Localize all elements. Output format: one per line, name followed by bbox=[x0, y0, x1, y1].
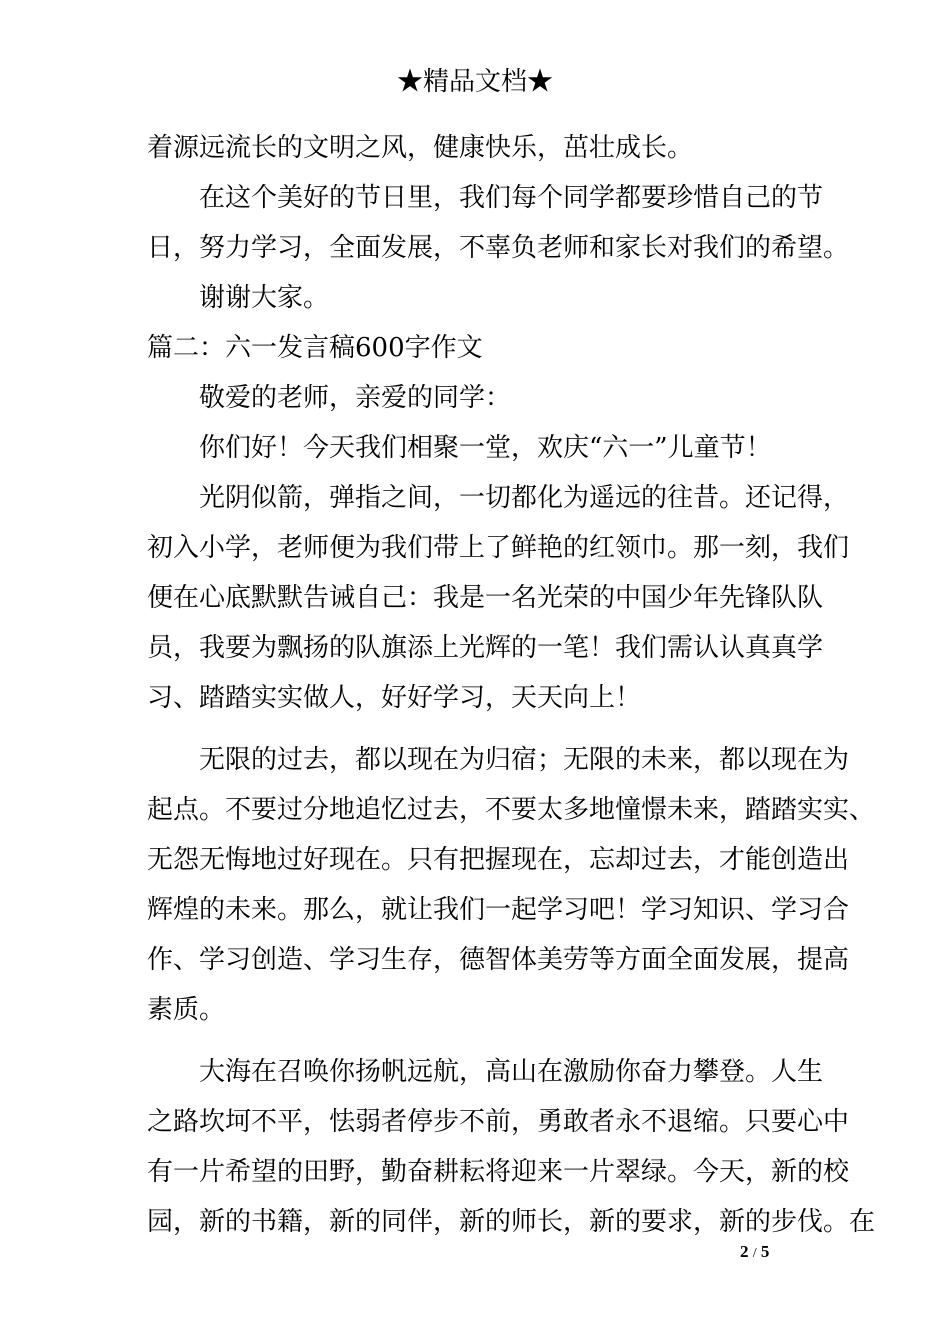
salutation: 敬爱的老师，亲爱的同学： bbox=[199, 383, 512, 413]
text-line: 初入小学，老师便为我们带上了鲜艳的红领巾。那一刻，我们 bbox=[147, 533, 850, 563]
current-page: 2 bbox=[740, 1242, 749, 1261]
total-pages: 5 bbox=[760, 1242, 770, 1261]
text-line: 辉煌的未来。那么，就让我们一起学习吧！学习知识、学习合 bbox=[147, 895, 850, 925]
text-line: 在这个美好的节日里，我们每个同学都要珍惜自己的节 bbox=[199, 183, 824, 213]
text-line: 无限的过去，都以现在为归宿；无限的未来，都以现在为 bbox=[199, 745, 850, 775]
text-line: 素质。 bbox=[147, 995, 226, 1025]
page-number bbox=[740, 1242, 769, 1262]
page-header: ★精品文档★ bbox=[396, 67, 553, 97]
text-line: 日，努力学习，全面发展，不辜负老师和家长对我们的希望。 bbox=[147, 233, 850, 263]
text-line: 着源远流长的文明之风，健康快乐，茁壮成长。 bbox=[147, 133, 694, 163]
section-heading: 篇二：六一发言稿600字作文 bbox=[147, 333, 483, 363]
text-line: 大海在召唤你扬帆远航，高山在激励你奋力攀登。人生 bbox=[199, 1057, 824, 1087]
text-line: 光阴似箭，弹指之间，一切都化为遥远的往昔。还记得， bbox=[199, 483, 850, 513]
text-line: 员，我要为飘扬的队旗添上光辉的一笔！我们需认认真真学 bbox=[147, 633, 824, 663]
page-separator: / bbox=[752, 1246, 757, 1261]
text-line: 园，新的书籍，新的同伴，新的师长，新的要求，新的步伐。在 bbox=[147, 1207, 876, 1237]
text-line: 无怨无悔地过好现在。只有把握现在，忘却过去，才能创造出 bbox=[147, 845, 850, 875]
text-line: 有一片希望的田野，勤奋耕耘将迎来一片翠绿。今天，新的校 bbox=[147, 1157, 850, 1187]
text-line: 便在心底默默告诫自己：我是一名光荣的中国少年先锋队队 bbox=[147, 583, 824, 613]
text-line: 起点。不要过分地追忆过去，不要太多地憧憬未来，踏踏实实、 bbox=[147, 795, 876, 825]
text-line: 你们好！今天我们相聚一堂，欢庆“六一”儿童节！ bbox=[199, 433, 772, 463]
text-line: 作、学习创造、学习生存，德智体美劳等方面全面发展，提高 bbox=[147, 945, 850, 975]
document-body bbox=[147, 128, 876, 1252]
text-line: 之路坎坷不平，怯弱者停步不前，勇敢者永不退缩。只要心中 bbox=[147, 1107, 850, 1137]
text-line: 习、踏踏实实做人，好好学习，天天向上！ bbox=[147, 683, 642, 713]
text-line: 谢谢大家。 bbox=[199, 283, 330, 313]
